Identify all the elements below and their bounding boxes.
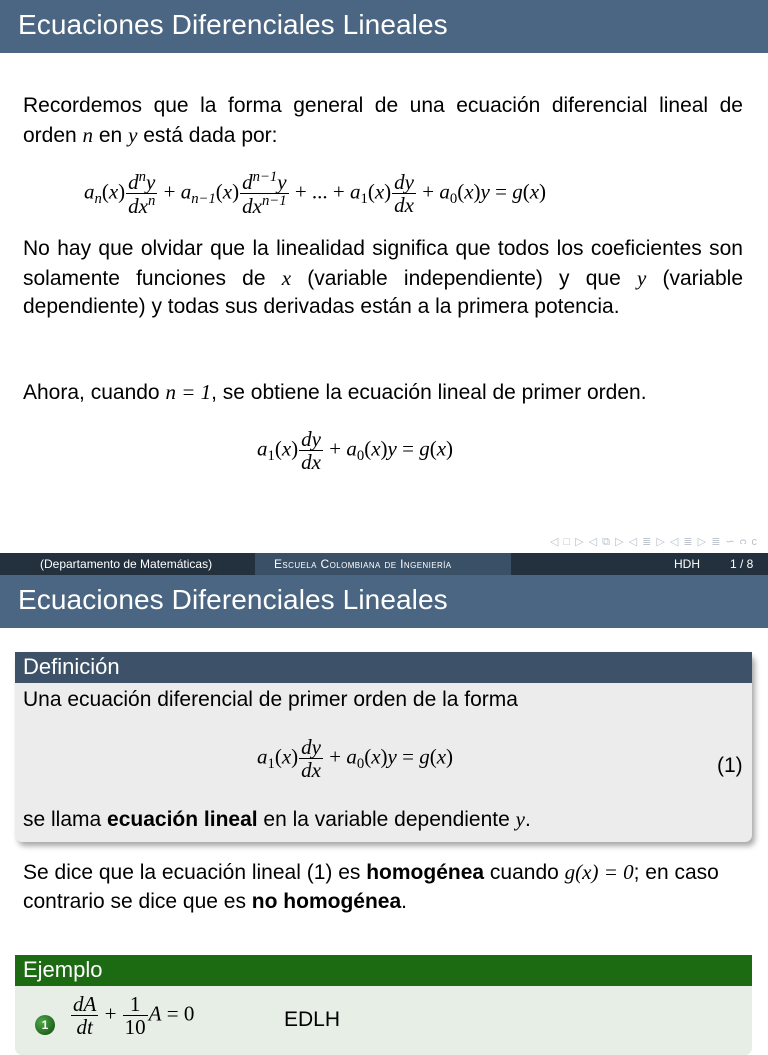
slide-title-bar <box>0 0 768 53</box>
definition-header <box>15 652 752 683</box>
general-linear-equation: $a_n(x)$ $\frac{d^ny}{dx^n}$ + $a_{n-1}(x)$ $\frac{d^{n-1}y}{dx^{n-1}}$ + ... + $a_1(x)$ $\frac{dy}{dx}$ + $a_0(x)y = g(x)$ <box>84 169 547 219</box>
slide-title: Ecuaciones Diferenciales Lineales <box>18 584 448 615</box>
homogeneous-text: . <box>401 889 407 913</box>
linear-equation-1: $a_1(x)$ $\frac{dy}{dx}$ + $a_0(x)y = g(x)$ <box>257 735 454 783</box>
definition-line-1: Una ecuación diferencial de primer orden de la forma <box>23 688 518 711</box>
footer-department: (Departamento de Matemáticas) <box>40 557 213 571</box>
intro-text: Recordemos que la forma general de una ecuación diferencial lineal de orden <box>23 94 743 147</box>
var-y: y <box>515 807 525 831</box>
example-heading: Ejemplo <box>23 957 103 982</box>
first-order-paragraph <box>23 378 647 408</box>
footer-school: Escuela Colombiana de Ingeniería <box>274 557 452 571</box>
beamer-navigation-bar[interactable] <box>550 535 758 549</box>
homogeneous-text: cuando <box>484 861 565 884</box>
var-n: n <box>82 122 94 147</box>
term-non-homogeneous: no homogénea <box>251 889 402 913</box>
footer-page-number: 1 / 8 <box>730 557 754 571</box>
homogeneous-paragraph <box>23 858 745 916</box>
slide-title-bar <box>0 575 768 628</box>
definition-text: . <box>524 808 531 831</box>
term-homogeneous: homogénea <box>366 861 485 884</box>
intro-paragraph <box>23 92 743 150</box>
term-linear-equation: ecuación lineal <box>107 808 258 831</box>
linearity-paragraph <box>23 235 743 322</box>
example-header <box>15 955 752 986</box>
slide-footer <box>0 553 768 575</box>
navigation-symbols[interactable]: ◁ □ ▷ ◁ ⧉ ▷ ◁ ≣ ▷ ◁ ≣ ▷ ≣ ∽ ᴒ ᴄ <box>549 536 758 548</box>
linearity-text: No hay que olvidar que la linealidad significa que todos los coeficientes son solamente funciones de <box>23 237 743 290</box>
homogeneous-text: ; en caso contrario se dice que es <box>23 861 719 913</box>
equation-number: (1) <box>717 754 743 777</box>
var-y: y <box>636 265 647 290</box>
first-order-text: , se obtiene la ecuación lineal de primer orden. <box>211 381 647 404</box>
intro-text: está dada por: <box>137 123 278 147</box>
definition-text: se llama <box>23 808 108 831</box>
example-1-tag: EDLH <box>284 1008 341 1031</box>
definition-heading: Definición <box>23 654 120 679</box>
slide-title: Ecuaciones Diferenciales Lineales <box>18 9 448 40</box>
intro-text: en <box>93 123 129 147</box>
first-order-text: Ahora, cuando <box>23 381 166 404</box>
g-equals-zero: g(x) = 0 <box>564 860 634 884</box>
linearity-text: (variable independiente) y que <box>291 266 637 290</box>
var-x: x <box>281 265 292 290</box>
homogeneous-text: Se dice que la ecuación lineal (1) es <box>23 861 367 884</box>
n-equals-1: n = 1 <box>165 380 212 404</box>
first-order-equation: $a_1(x)$ $\frac{dy}{dx}$ + $a_0(x)y = g(x)$ <box>257 427 454 475</box>
definition-block <box>15 652 752 842</box>
example-block <box>15 955 752 1055</box>
definition-line-2 <box>23 805 531 835</box>
example-equation-1: $\frac{dA}{dt}$ + $\frac{1}{10}$ A = 0 <box>73 992 195 1040</box>
slide-2 <box>0 575 768 1040</box>
footer-author: HDH <box>674 557 700 571</box>
var-y: y <box>128 122 138 147</box>
enumeration-ball-icon: 1 <box>35 1015 55 1035</box>
linearity-text: (variable dependiente) y todas sus derivadas están a la primera potencia. <box>23 266 743 318</box>
definition-text: en la variable dependiente <box>257 808 516 831</box>
